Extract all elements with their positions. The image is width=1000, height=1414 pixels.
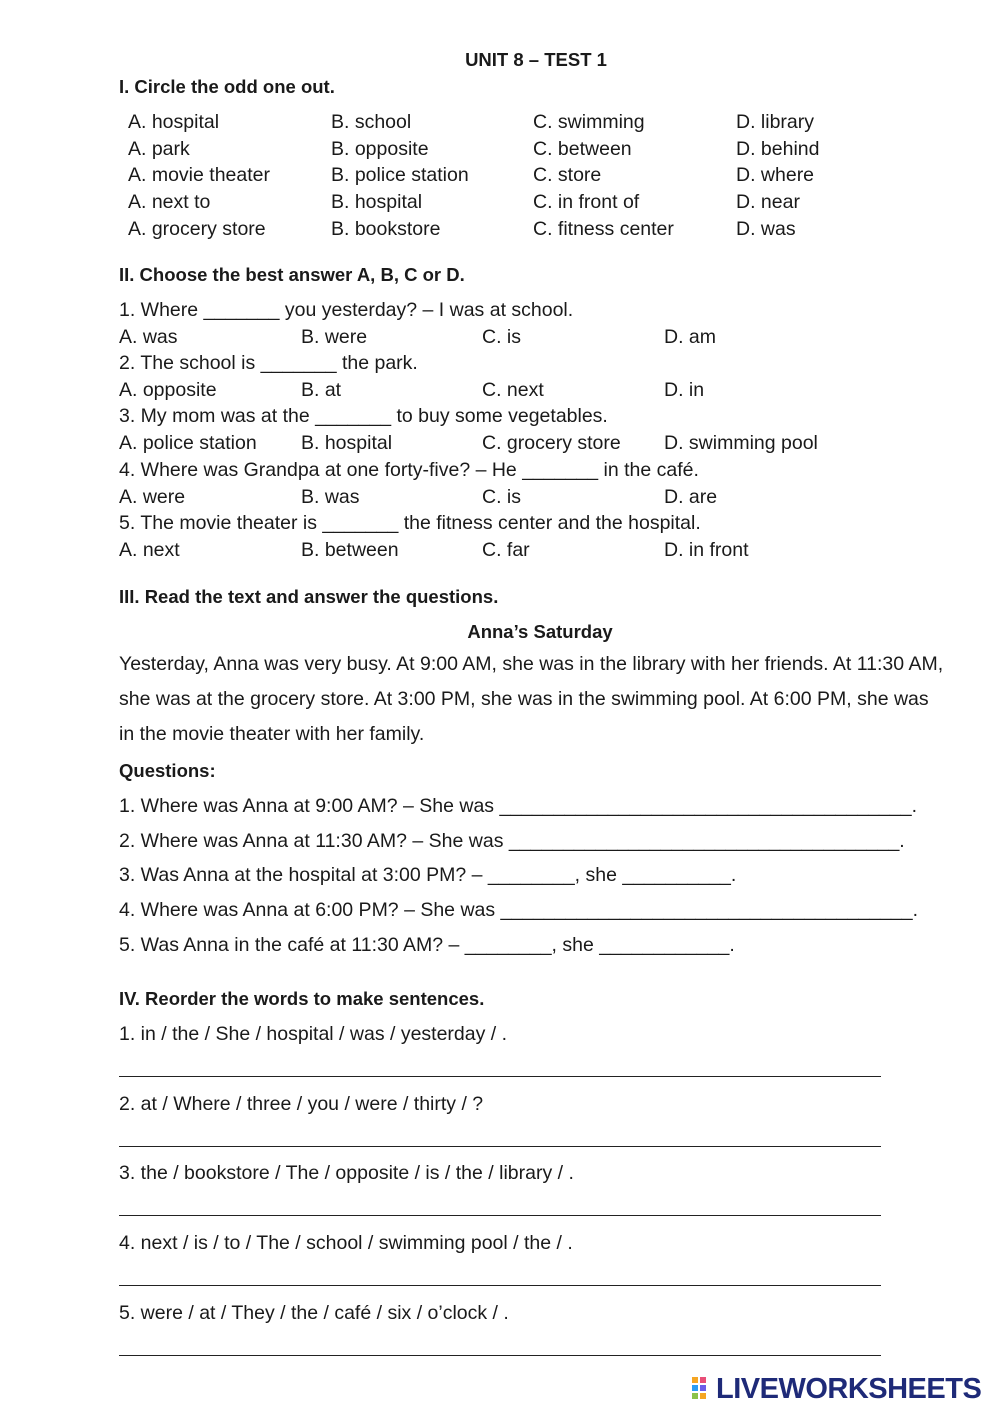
option-text: C. fitness center	[533, 218, 674, 240]
answer-options-row	[0, 326, 1000, 352]
option-text: D. was	[736, 218, 796, 240]
option-text: C. in front of	[533, 191, 640, 213]
option-text: C. swimming	[533, 111, 645, 133]
answer-option: B. at	[301, 379, 342, 401]
watermark-text: LIVEWORKSHEETS	[716, 1373, 982, 1405]
option-text: D. where	[736, 164, 815, 186]
answer-option: A. next	[119, 539, 180, 561]
section-4-heading: IV. Reorder the words to make sentences.	[119, 988, 485, 1009]
reorder-prompt: 2. at / Where / three / you / were / thirty / ?	[119, 1093, 484, 1115]
reading-question: 4. Where was Anna at 6:00 PM? – She was ______________________________________.	[119, 899, 919, 921]
odd-one-out-row	[0, 191, 1000, 217]
answer-option: D. are	[664, 486, 718, 508]
section-1-heading: I. Circle the odd one out.	[119, 76, 335, 97]
answer-option: D. in	[664, 379, 705, 401]
answer-options-row	[0, 539, 1000, 565]
story-title: Anna’s Saturday	[467, 621, 613, 642]
odd-one-out-row	[0, 164, 1000, 190]
answer-option: C. far	[482, 539, 530, 561]
option-text: D. library	[736, 111, 815, 133]
option-text: A. movie theater	[128, 164, 270, 186]
liveworksheets-logo-icon	[692, 1375, 714, 1401]
answer-option: D. am	[664, 326, 717, 348]
odd-one-out-row	[0, 138, 1000, 164]
answer-option: D. in front	[664, 539, 749, 561]
page-title: UNIT 8 – TEST 1	[465, 49, 607, 70]
answer-line	[119, 1285, 881, 1286]
option-text: C. between	[533, 138, 632, 160]
answer-option: C. next	[482, 379, 544, 401]
questions-label: Questions:	[119, 760, 216, 781]
option-text: D. behind	[736, 138, 820, 160]
answer-option: C. grocery store	[482, 432, 621, 454]
section-2-heading: II. Choose the best answer A, B, C or D.	[119, 264, 465, 285]
answer-option: A. police station	[119, 432, 257, 454]
reorder-prompt: 5. were / at / They / the / café / six / o’clock / .	[119, 1302, 509, 1324]
option-text: B. police station	[331, 164, 469, 186]
option-text: B. hospital	[331, 191, 423, 213]
option-text: A. hospital	[128, 111, 220, 133]
option-text: B. opposite	[331, 138, 429, 160]
reading-question: 2. Where was Anna at 11:30 AM? – She was ____________________________________.	[119, 830, 905, 852]
answer-line	[119, 1215, 881, 1216]
answer-option: B. was	[301, 486, 360, 508]
answer-option: B. hospital	[301, 432, 393, 454]
option-text: A. park	[128, 138, 190, 160]
reading-question: 5. Was Anna in the café at 11:30 AM? – ________, she ____________.	[119, 934, 735, 956]
answer-line	[119, 1355, 881, 1356]
answer-option: A. was	[119, 326, 178, 348]
answer-line	[119, 1146, 881, 1147]
option-text: B. school	[331, 111, 412, 133]
option-text: D. near	[736, 191, 800, 213]
answer-line	[119, 1076, 881, 1077]
option-text: A. grocery store	[128, 218, 266, 240]
answer-options-row	[0, 486, 1000, 512]
odd-one-out-row	[0, 218, 1000, 244]
question-text: 2. The school is _______ the park.	[119, 352, 418, 374]
liveworksheets-logo	[692, 1373, 982, 1405]
answer-options-row	[0, 379, 1000, 405]
story-paragraph: Yesterday, Anna was very busy. At 9:00 AM, she was in the library with her friends. At 11:30 AM, she was at the grocery store. At 3:00 PM, she was in the swimming pool. At 6:00 PM, she was in the movie theater with her family.	[119, 653, 944, 745]
question-text: 4. Where was Grandpa at one forty-five? – He _______ in the café.	[119, 459, 699, 481]
answer-option: B. between	[301, 539, 399, 561]
option-text: C. store	[533, 164, 602, 186]
reading-question: 1. Where was Anna at 9:00 AM? – She was ______________________________________.	[119, 795, 917, 817]
reorder-prompt: 4. next / is / to / The / school / swimming pool / the / .	[119, 1232, 573, 1254]
answer-option: A. were	[119, 486, 186, 508]
answer-option: D. swimming pool	[664, 432, 818, 454]
answer-option: C. is	[482, 326, 521, 348]
answer-options-row	[0, 432, 1000, 458]
reading-question: 3. Was Anna at the hospital at 3:00 PM? – ________, she __________.	[119, 864, 737, 886]
answer-option: B. were	[301, 326, 368, 348]
section-3-heading: III. Read the text and answer the questions.	[119, 586, 499, 607]
option-text: B. bookstore	[331, 218, 441, 240]
question-text: 1. Where _______ you yesterday? – I was at school.	[119, 299, 574, 321]
answer-option: A. opposite	[119, 379, 217, 401]
reorder-prompt: 3. the / bookstore / The / opposite / is / the / library / .	[119, 1162, 574, 1184]
question-text: 5. The movie theater is _______ the fitness center and the hospital.	[119, 512, 701, 534]
reorder-prompt: 1. in / the / She / hospital / was / yesterday / .	[119, 1023, 508, 1045]
question-text: 3. My mom was at the _______ to buy some vegetables.	[119, 405, 608, 427]
odd-one-out-row	[0, 111, 1000, 137]
option-text: A. next to	[128, 191, 211, 213]
answer-option: C. is	[482, 486, 521, 508]
